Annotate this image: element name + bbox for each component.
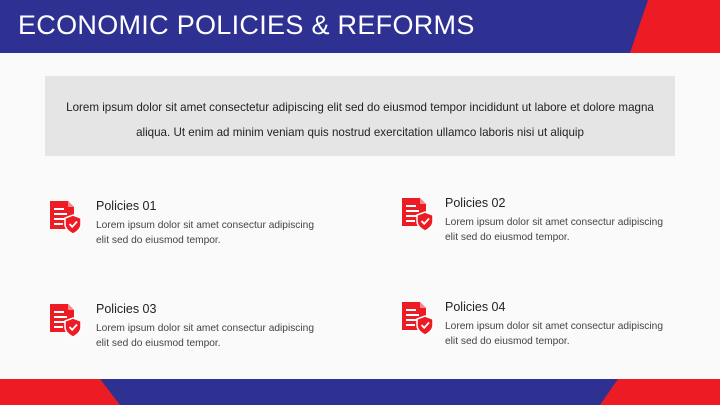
policy-description: Lorem ipsum dolor sit amet consectur adipiscing elit sed do eiusmod tempor.: [96, 220, 314, 246]
header-bar: [0, 0, 720, 53]
footer-red-accent-left: [0, 379, 120, 405]
policy-title: Policies 02: [445, 196, 506, 210]
intro-box: [45, 76, 675, 156]
policy-description: Lorem ipsum dolor sit amet consectur adipiscing elit sed do eiusmod tempor.: [96, 323, 314, 349]
policy-title: Policies 03: [96, 302, 157, 316]
document-shield-icon: [400, 196, 434, 232]
footer-bar: [0, 379, 720, 405]
document-shield-icon: [48, 302, 82, 338]
policy-title: Policies 04: [445, 300, 506, 314]
page-title: ECONOMIC POLICIES & REFORMS: [18, 10, 475, 40]
policy-description: Lorem ipsum dolor sit amet consectur adipiscing elit sed do eiusmod tempor.: [445, 217, 663, 243]
footer-red-accent-right: [600, 379, 720, 405]
document-shield-icon: [48, 199, 82, 235]
intro-text: Lorem ipsum dolor sit amet consectetur adipiscing elit sed do eiusmod tempor incididunt ut labore et dolore magna aliqua. Ut enim ad minim veniam quis nostrud exercitation ullamco laboris nisi ut aliquip: [66, 101, 654, 139]
header-red-accent: [630, 0, 720, 53]
document-shield-icon: [400, 300, 434, 336]
policy-title: Policies 01: [96, 199, 157, 213]
policy-description: Lorem ipsum dolor sit amet consectur adipiscing elit sed do eiusmod tempor.: [445, 321, 663, 347]
